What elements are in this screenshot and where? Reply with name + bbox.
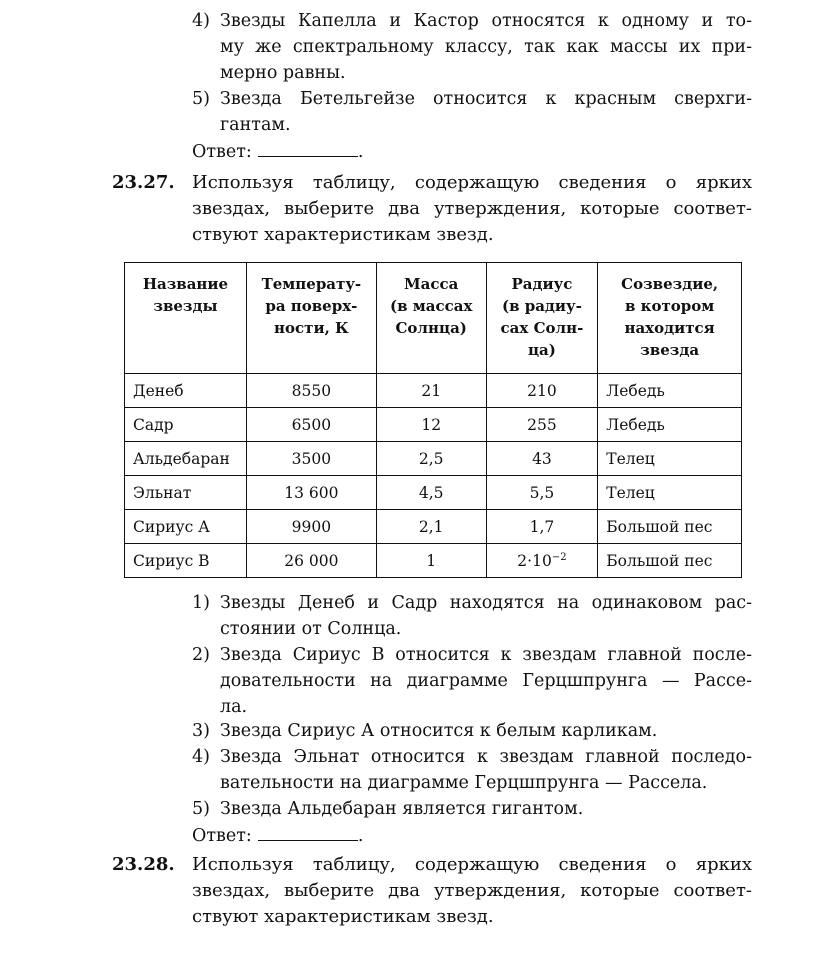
task-line: звездах, выберите два утверждения, которые соответ- — [192, 198, 752, 219]
cell-constellation: Телец — [598, 476, 742, 510]
option-number: 3) — [192, 721, 210, 741]
radius-mantissa: 2·10 — [517, 551, 552, 570]
answer-label: Ответ: — [192, 826, 252, 846]
cell-temperature: 13 600 — [246, 476, 376, 510]
table-row — [125, 476, 742, 510]
table-row — [125, 374, 742, 408]
cell-temperature: 8550 — [246, 374, 376, 408]
option-number: 2) — [192, 645, 210, 665]
option-line: Звезда Сириус А относится к белым карликам. — [220, 721, 658, 741]
cell-temperature: 26 000 — [246, 544, 376, 578]
table-row — [125, 544, 742, 578]
cell-constellation: Большой пес — [598, 510, 742, 544]
option-number: 5) — [192, 799, 210, 819]
cell-temperature: 6500 — [246, 408, 376, 442]
cell-mass: 4,5 — [376, 476, 486, 510]
cell-name: Альдебаран — [125, 442, 247, 476]
cell-name: Сириус А — [125, 510, 247, 544]
answer-line-1 — [192, 138, 363, 165]
header-temperature: Температу- ра поверх- ности, К — [246, 263, 376, 374]
cell-constellation: Лебедь — [598, 374, 742, 408]
stars-table — [124, 262, 742, 578]
cell-name: Эльнат — [125, 476, 247, 510]
cell-temperature: 3500 — [246, 442, 376, 476]
option-line: стоянии от Солнца. — [220, 619, 402, 639]
cell-radius: 255 — [486, 408, 598, 442]
cell-radius: 210 — [486, 374, 598, 408]
option-number: 5) — [192, 89, 210, 109]
header-constellation: Созвездие, в котором находится звезда — [598, 263, 742, 374]
option-number: 4) — [192, 747, 210, 767]
option-line: гантам. — [220, 115, 291, 135]
cell-constellation: Телец — [598, 442, 742, 476]
cell-constellation: Лебедь — [598, 408, 742, 442]
task-line: Используя таблицу, содержащую сведения о ярких — [192, 172, 752, 193]
option-line: Звезда Эльнат относится к звездам главной последо- — [220, 747, 752, 767]
option-line: Звезда Альдебаран является гигантом. — [220, 799, 584, 819]
task-number: 23.28. — [112, 854, 175, 875]
option-number: 4) — [192, 11, 210, 31]
radius-exponent: −2 — [551, 551, 567, 563]
cell-radius: 43 — [486, 442, 598, 476]
cell-mass: 21 — [376, 374, 486, 408]
option-line: довательности на диаграмме Герцшпрунга — Рассе- — [220, 671, 752, 691]
task-line: Используя таблицу, содержащую сведения о ярких — [192, 854, 752, 875]
answer-line-2 — [192, 822, 363, 849]
option-line: Звезда Сириус В относится к звездам главной после- — [220, 645, 752, 665]
option-number: 1) — [192, 593, 210, 613]
task-line: ствуют характеристикам звезд. — [192, 906, 494, 927]
task-number: 23.27. — [112, 172, 175, 193]
cell-radius: 1,7 — [486, 510, 598, 544]
option-line: ла. — [220, 697, 248, 717]
task-line: ствуют характеристикам звезд. — [192, 224, 494, 245]
option-line: му же спектральному классу, так как массы их при- — [220, 37, 752, 57]
cell-constellation: Большой пес — [598, 544, 742, 578]
cell-name: Сириус В — [125, 544, 247, 578]
table-header-row — [125, 263, 742, 374]
answer-blank[interactable] — [258, 138, 358, 157]
header-star-name: Название звезды — [125, 263, 247, 374]
cell-mass: 2,1 — [376, 510, 486, 544]
answer-label: Ответ: — [192, 142, 252, 162]
cell-name: Денеб — [125, 374, 247, 408]
answer-period: . — [357, 826, 364, 846]
header-mass: Масса (в массах Солнца) — [376, 263, 486, 374]
table-row — [125, 442, 742, 476]
task-line: звездах, выберите два утверждения, которые соответ- — [192, 880, 752, 901]
option-line: вательности на диаграмме Герцшпрунга — Рассела. — [220, 773, 708, 793]
header-radius: Радиус (в радиу- сах Солн- ца) — [486, 263, 598, 374]
cell-mass: 1 — [376, 544, 486, 578]
cell-mass: 2,5 — [376, 442, 486, 476]
cell-temperature: 9900 — [246, 510, 376, 544]
cell-radius: 5,5 — [486, 476, 598, 510]
option-line: Звезда Бетельгейзе относится к красным сверхги- — [220, 89, 752, 109]
option-line: Звезды Денеб и Садр находятся на одинаковом рас- — [220, 593, 752, 613]
answer-period: . — [357, 142, 364, 162]
cell-mass: 12 — [376, 408, 486, 442]
option-line: Звезды Капелла и Кастор относятся к одному и то- — [220, 11, 752, 31]
answer-blank[interactable] — [258, 822, 358, 841]
cell-radius — [486, 544, 598, 578]
cell-name: Садр — [125, 408, 247, 442]
table-row — [125, 408, 742, 442]
option-line: мерно равны. — [220, 63, 346, 83]
table-row — [125, 510, 742, 544]
